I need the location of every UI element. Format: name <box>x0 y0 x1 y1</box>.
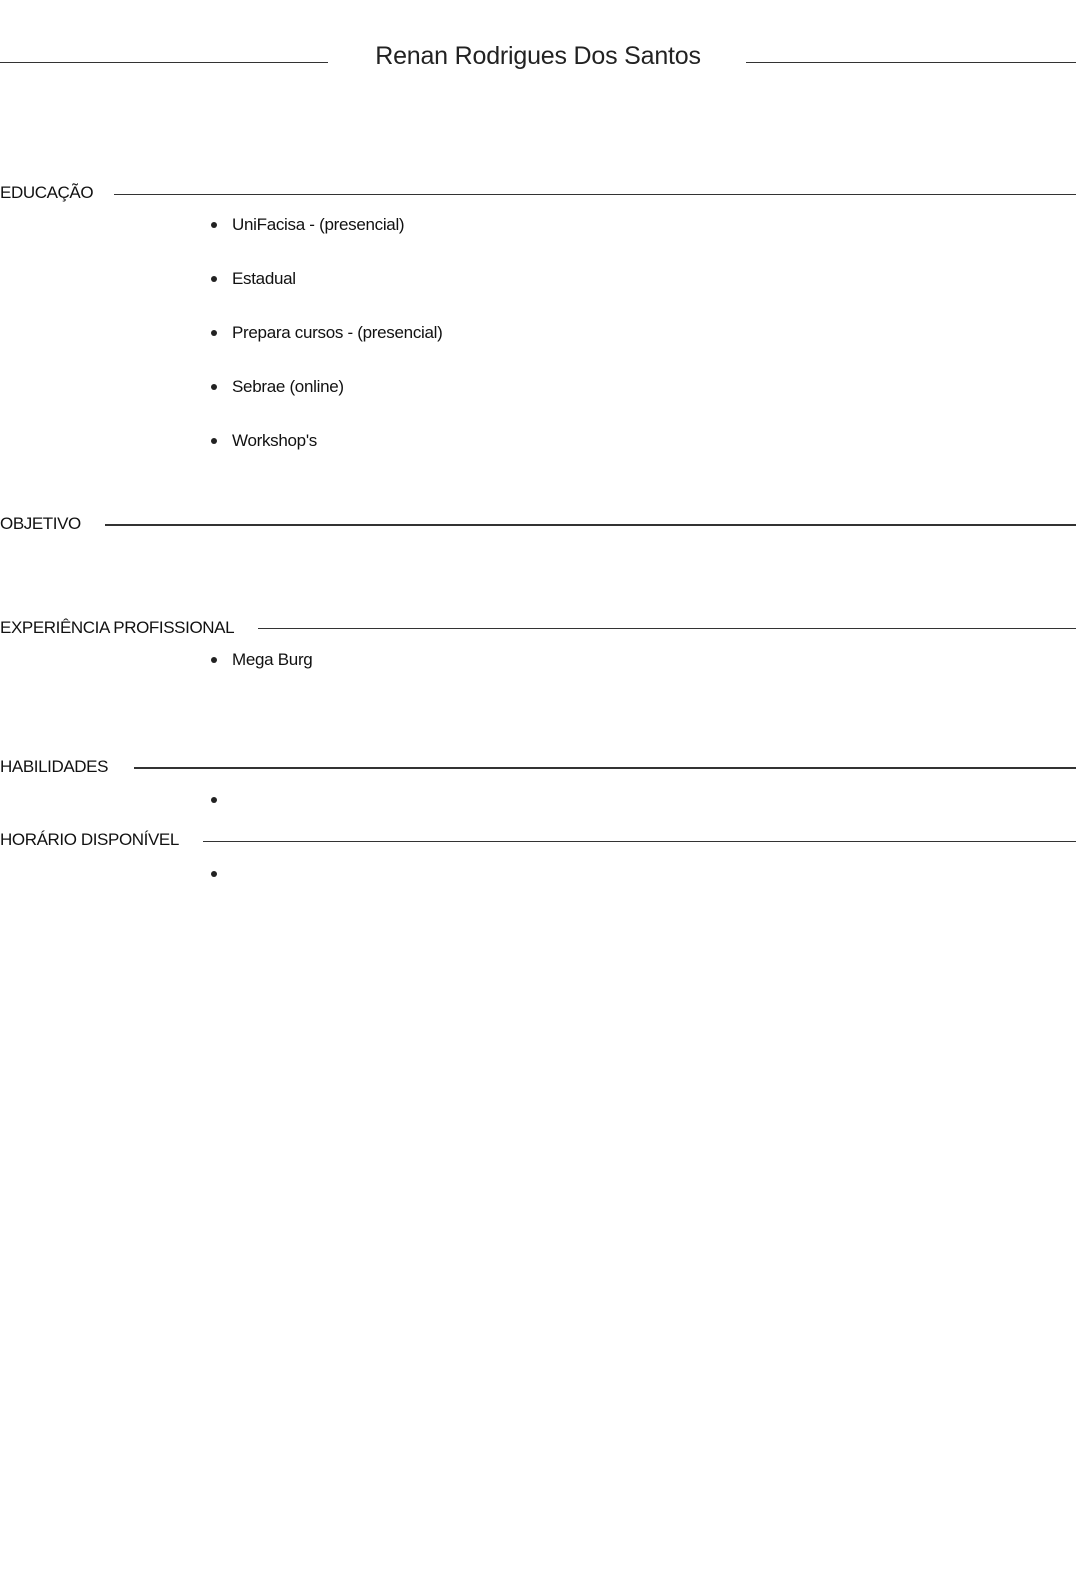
page-title: Renan Rodrigues Dos Santos <box>375 42 701 70</box>
bullet-icon <box>211 222 217 228</box>
list-item-habilidades-1 <box>211 790 232 810</box>
list-item-educacao-2: Estadual <box>211 269 296 289</box>
list-item-educacao-4: Sebrae (online) <box>211 377 344 397</box>
section-rule-horario <box>203 841 1076 842</box>
bullet-icon <box>211 438 217 444</box>
list-item-horario-1 <box>211 864 232 884</box>
title-rule-right <box>746 62 1076 63</box>
list-item-educacao-1: UniFacisa - (presencial) <box>211 215 404 235</box>
section-heading-objetivo: OBJETIVO <box>0 514 81 533</box>
list-item-educacao-3: Prepara cursos - (presencial) <box>211 323 443 343</box>
bullet-icon <box>211 657 217 663</box>
bullet-icon <box>211 384 217 390</box>
section-heading-horario: HORÁRIO DISPONÍVEL <box>0 830 179 849</box>
bullet-icon <box>211 330 217 336</box>
section-rule-educacao <box>114 194 1076 195</box>
list-item-educacao-5: Workshop's <box>211 431 317 451</box>
list-item-experiencia-1: Mega Burg <box>211 650 312 670</box>
section-heading-habilidades: HABILIDADES <box>0 757 109 776</box>
section-heading-experiencia: EXPERIÊNCIA PROFISSIONAL <box>0 618 235 637</box>
section-rule-objetivo <box>105 524 1076 526</box>
bullet-icon <box>211 797 217 803</box>
bullet-icon <box>211 871 217 877</box>
bullet-icon <box>211 276 217 282</box>
section-rule-experiencia <box>258 628 1076 629</box>
section-heading-educacao: EDUCAÇÃO <box>0 183 94 202</box>
section-rule-habilidades <box>134 767 1076 769</box>
